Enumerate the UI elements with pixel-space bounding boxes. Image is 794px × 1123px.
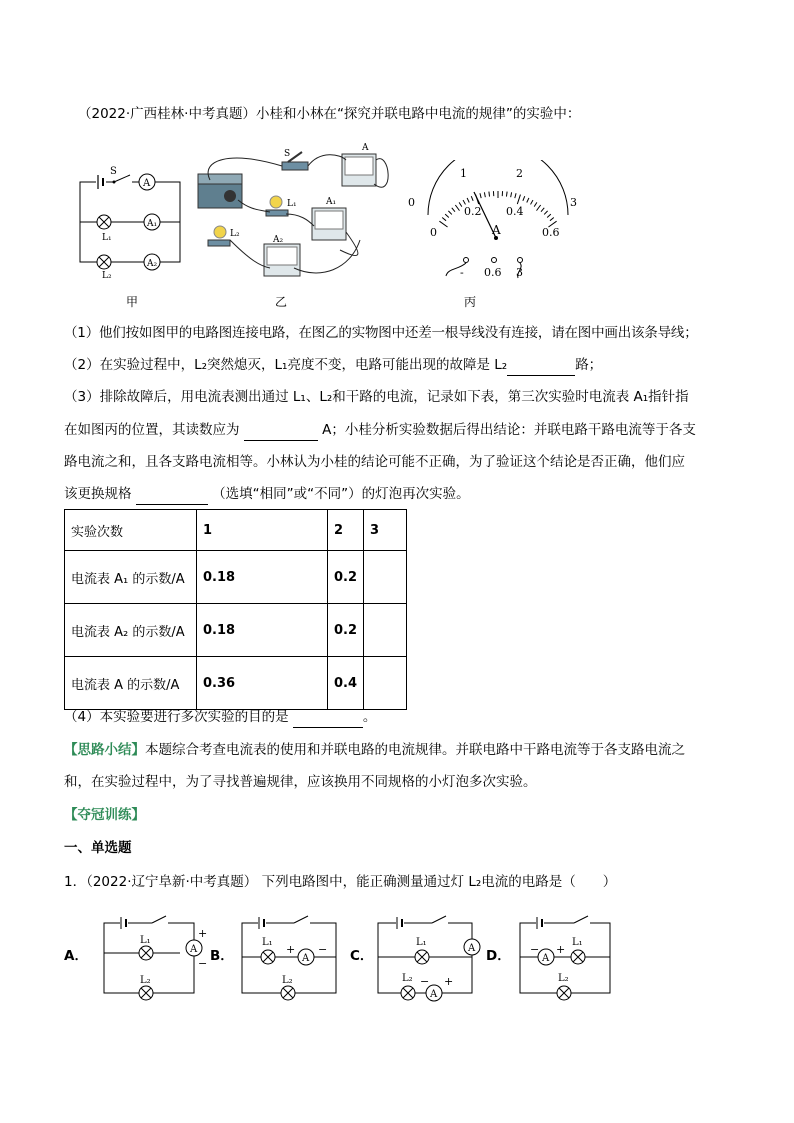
row-label: 电流表 A₁ 的示数/A [65,551,197,604]
dial-tick [459,202,462,206]
scale-top-1: 1 [460,167,467,180]
table-row [65,657,407,710]
summary-line1 [64,740,685,760]
bulb-l1-tag: L₁ [287,199,297,209]
meter-unit: A [492,223,501,237]
q3-l4-text-b: （选填“相同”或“不同”）的灯泡再次实验。 [212,486,470,502]
question-3-line1: （3）排除故障后，用电流表测出通过 L₁、L₂和干路的电流，记录如下表，第三次实验时电流表 A₁指针指 [64,389,689,405]
answer-blank-q2[interactable] [507,355,575,376]
dial-tick [442,218,446,221]
question-3-line4 [64,484,470,505]
dial-tick [547,214,551,217]
option-c-label[interactable]: C． [350,948,374,964]
header-cell: 2 [328,510,364,551]
terminal-minus: - [460,266,464,279]
c-ammeter: A [430,989,438,1000]
summary-line2: 和，在实验过程中，为了寻找普遍规律，应该换用不同规格的小灯泡多次实验。 [64,774,537,790]
question-4-text: （4）本实验要进行多次实验的目的是 [64,709,289,725]
a-plus: + [198,927,208,940]
mc-question: 1．（2022·辽宁阜新·中考真题） 下列电路图中，能正确测量通过灯 L₂电流的电路是（ ） [64,874,617,890]
a-ammeter: A [190,944,198,955]
dial-tick [506,192,507,197]
question-1: （1）他们按如图甲的电路图连接电路，在图乙的实物图中还差一根导线没有连接，请在图中画出该条导线； [64,325,698,341]
option-b-label[interactable]: B． [210,948,234,964]
c-ammeter-main: A [468,943,476,954]
a-l2-label: L₂ [140,975,151,986]
d-plus: + [556,943,566,956]
dial-tick [550,218,554,221]
question-4 [64,707,376,728]
bulb-l2-tag: L₂ [230,229,240,239]
ammeter-dial-bing [400,160,590,285]
table-cell[interactable] [364,657,407,710]
terminal-0-6: 0.6 [484,266,502,279]
dial-tick [445,214,449,217]
d-ammeter: A [542,953,550,964]
answer-blank-spec[interactable] [136,484,208,505]
question-intro: （2022·广西桂林·中考真题）小桂和小林在“探究并联电路中电流的规律”的实验中： [78,106,581,122]
dial-tick [467,198,469,203]
table-cell[interactable] [364,551,407,604]
dial-tick [536,205,540,211]
dial-tick [531,200,533,204]
c-l2-label: L₂ [402,973,413,984]
dial-tick [517,195,520,205]
option-c-circuit[interactable] [368,905,488,1005]
scale-bottom-0: 0 [430,226,437,239]
d-l2-label: L₂ [558,973,569,984]
table-cell: 0.18 [197,551,328,604]
q3-l4-text-a: 该更换规格 [64,486,132,502]
dial-tick [515,193,516,198]
option-b-circuit[interactable] [228,905,348,1005]
caption-jia: 甲 [126,295,139,309]
table-cell: 0.18 [197,604,328,657]
q3-l2-text-b: A；小桂分析实验数据后得出结论：并联电路干路电流等于各支 [322,422,696,438]
ammeter-a1-tag: A₁ [326,197,337,207]
row-label: 电流表 A₂ 的示数/A [65,604,197,657]
d-minus: − [530,943,540,956]
scale-top-0: 0 [408,196,415,209]
question-4-end: 。 [362,709,377,725]
caption-yi: 乙 [275,295,288,309]
a-l1-label: L₁ [140,935,151,946]
c-plus: + [444,975,454,988]
dial-tick [439,221,447,227]
a-minus: − [198,957,208,970]
answer-blank-purpose[interactable] [293,707,363,728]
ammeter-a1-label: A₁ [147,219,158,229]
b-minus: − [318,943,328,956]
b-ammeter: A [302,953,310,964]
summary-text-1: 本题综合考查电流表的使用和并联电路的电流规律。并联电路中干路电流等于各支路电流之 [145,742,685,758]
option-d-circuit[interactable] [506,905,626,1005]
header-cell: 3 [364,510,407,551]
scale-top-3: 3 [570,196,577,209]
b-l1-label: L₁ [262,937,273,948]
table-cell: 0.36 [197,657,328,710]
table-header-row [65,510,407,551]
answer-blank-reading[interactable] [244,420,318,441]
terminal-3: 3 [516,266,523,279]
header-cell: 实验次数 [65,510,197,551]
question-2 [64,355,602,376]
scale-top-2: 2 [516,167,523,180]
q3-l2-text-a: 在如图丙的位置，其读数应为 [64,422,240,438]
physical-circuit-yi [190,140,400,290]
row-label: 电流表 A 的示数/A [65,657,197,710]
table-cell: 0.2 [328,551,364,604]
d-l1-label: L₁ [572,937,583,948]
dial-tick [511,192,512,197]
circuit-diagram-jia [60,160,190,280]
dial-tick [471,196,473,201]
table-row [65,551,407,604]
ammeter-a2-label: A₂ [147,259,158,269]
question-3-line2 [64,420,696,441]
header-cell: 1 [197,510,328,551]
dial-tick [489,192,490,197]
caption-bing: 丙 [464,295,477,309]
table-cell: 0.2 [328,604,364,657]
table-cell: 0.4 [328,657,364,710]
b-plus: + [286,943,296,956]
switch-s-label: S [284,149,291,159]
dial-tick [544,211,547,215]
dial-tick [480,193,481,198]
ammeter-a-tag: A [362,143,369,153]
l1-label: L₁ [102,233,112,243]
ammeter-a2-tag: A₂ [273,235,284,245]
question-2-end: 路； [575,357,603,373]
switch-label: S [110,166,117,177]
table-row [65,604,407,657]
dial-tick [484,192,485,197]
option-a-label[interactable]: A． [64,948,88,964]
scale-bottom-0-4: 0.4 [506,205,524,218]
ammeter-a-label: A [143,178,151,189]
scale-bottom-0-2: 0.2 [464,205,482,218]
question-2-text: （2）在实验过程中，L₂突然熄灭，L₁亮度不变，电路可能出现的故障是 L₂ [64,357,508,373]
dial-tick [463,200,465,204]
training-tag: 【夺冠训练】 [64,807,145,823]
section-title: 一、单选题 [64,840,132,856]
option-d-label[interactable]: D． [486,948,511,964]
table-cell[interactable] [364,604,407,657]
dial-tick [452,208,455,212]
dial-tick [455,205,459,211]
data-table [64,509,407,710]
dial-tick [541,208,544,212]
summary-tag: 【思路小结】 [64,742,145,758]
dial-tick [448,211,451,215]
b-l2-label: L₂ [282,975,293,986]
dial-tick [523,196,525,201]
l2-label: L₂ [102,271,112,280]
option-a-circuit[interactable] [90,905,210,1005]
question-3-line3: 路电流之和，且各支路电流相等。小林认为小桂的结论可能不正确，为了验证这个结论是否正确，他们应 [64,454,685,470]
c-l1-label: L₁ [416,937,427,948]
scale-bottom-0-6: 0.6 [542,226,560,239]
c-minus: − [420,975,430,988]
dial-tick [534,202,537,206]
dial-tick [527,198,529,203]
